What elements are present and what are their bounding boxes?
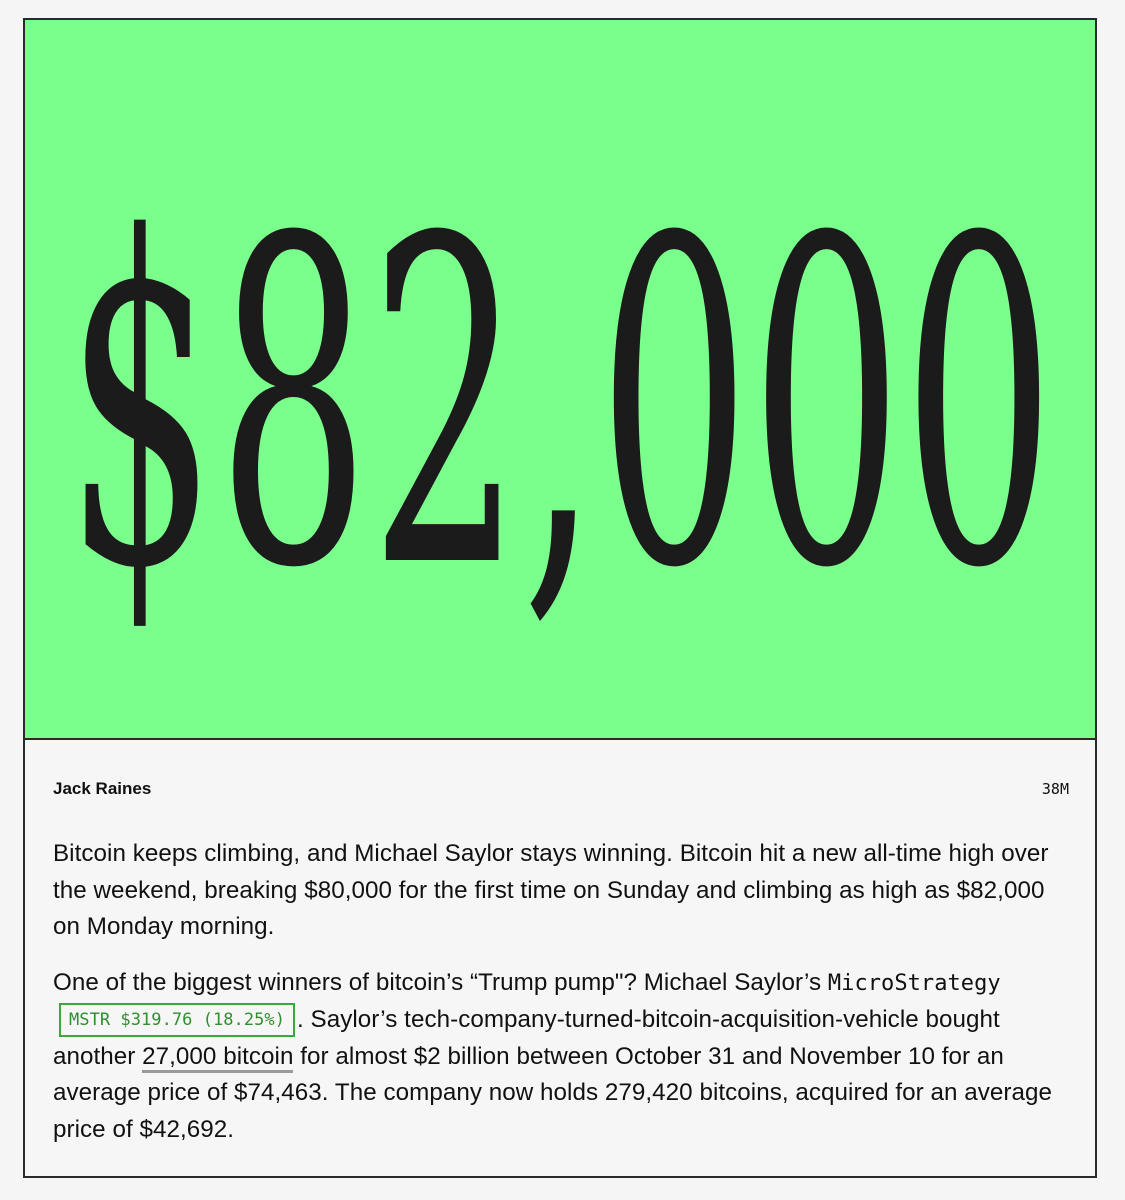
hero-headline-graphic: [25, 20, 1095, 738]
company-name: MicroStrategy: [827, 970, 1001, 996]
author-name: Jack Raines: [53, 779, 152, 798]
paragraph-2-intro: One of the biggest winners of bitcoin’s “Trump pump"? Michael Saylor’s: [53, 968, 828, 996]
bitcoin-purchase-link[interactable]: 27,000 bitcoin: [142, 1043, 293, 1073]
stock-ticker-badge[interactable]: MSTR $319.76 (18.25%): [59, 1003, 295, 1037]
paragraph-2: [53, 965, 1063, 1149]
hero-banner: [25, 20, 1095, 740]
paragraph-2-middle: . Saylor’s tech-company-turned-bitcoin-acquisition-vehicle bought another: [53, 1006, 1000, 1070]
article-body: [53, 836, 1063, 1167]
post-timestamp: 38M: [1041, 780, 1069, 798]
paragraph-1: Bitcoin keeps climbing, and Michael Saylor stays winning. Bitcoin hit a new all-time high over the weekend, breaking $80,000 for the first time on Sunday and climbing as high as $82,000 on Monday morning.: [53, 840, 1049, 940]
paragraph-2-end: for almost $2 billion between October 31 and November 10 for an average price of $74,463. The company now holds 279,420 bitcoins, acquired for an average price of $42,692.: [53, 1042, 1053, 1143]
hero-headline: $82,000: [64, 145, 1055, 667]
news-card: [23, 18, 1097, 1178]
post-meta: [53, 779, 1069, 803]
